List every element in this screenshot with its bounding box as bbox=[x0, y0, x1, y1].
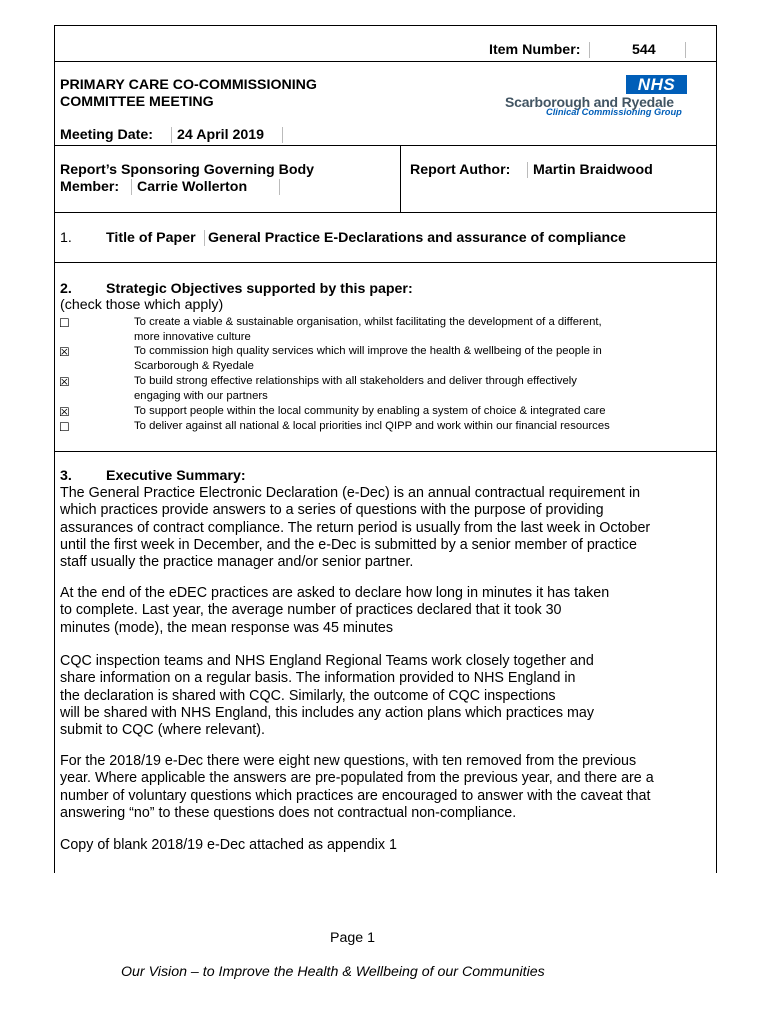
objective-checkbox-5[interactable]: ☐ bbox=[59, 420, 70, 434]
committee-title-line1: PRIMARY CARE CO-COMMISSIONING bbox=[60, 77, 317, 93]
field-marker bbox=[527, 162, 528, 178]
divider-sponsor bbox=[54, 212, 716, 213]
summary-heading: Executive Summary: bbox=[106, 468, 246, 484]
title-section-label: Title of Paper bbox=[106, 230, 196, 246]
objectives-number: 2. bbox=[60, 281, 72, 297]
meeting-date-value: 24 April 2019 bbox=[177, 127, 265, 143]
divider-item-number bbox=[54, 61, 716, 62]
objective-item-4: To support people within the local community by enabling a system of choice & integrated care bbox=[134, 405, 606, 417]
field-marker bbox=[589, 42, 590, 58]
objective-checkbox-3[interactable]: ☒ bbox=[59, 375, 70, 389]
objectives-heading: Strategic Objectives supported by this paper: bbox=[106, 281, 413, 297]
report-author-name: Martin Braidwood bbox=[533, 162, 653, 178]
divider-header bbox=[54, 145, 716, 146]
field-marker bbox=[685, 42, 686, 58]
objectives-instruction: (check those which apply) bbox=[60, 297, 224, 313]
item-number-value: 544 bbox=[632, 42, 656, 58]
divider-top bbox=[54, 25, 716, 26]
field-marker bbox=[282, 127, 283, 143]
sponsor-label-line2: Member: bbox=[60, 179, 120, 195]
item-number-label: Item Number: bbox=[489, 42, 581, 58]
summary-paragraph-2: At the end of the eDEC practices are asked to declare how long in minutes it has taken to complete. Last year, the average number of practices declared that it took 30 minutes (mode), the mean response was 45 minutes bbox=[60, 585, 610, 636]
field-marker bbox=[131, 179, 132, 195]
objective-checkbox-1[interactable]: ☐ bbox=[59, 316, 70, 330]
objective-checkbox-2[interactable]: ☒ bbox=[59, 345, 70, 359]
field-marker bbox=[279, 179, 280, 195]
objective-item-2: To commission high quality services which will improve the health & wellbeing of the people in Scarborough & Ryedale bbox=[134, 345, 602, 372]
objective-item-1: To create a viable & sustainable organisation, whilst facilitating the development of a different, more innovative culture bbox=[134, 316, 602, 343]
summary-paragraph-1: The General Practice Electronic Declaration (e-Dec) is an annual contractual requirement in which practices provide answers to a series of questions with the purpose of providing assurances of contract compliance. The return period is usually from the last week in October until the first week in December, and the e-Dec is submitted by a senior member of practice staff usually the practice manager and/or senior partner. bbox=[60, 485, 651, 571]
ccg-name: Scarborough and Ryedale bbox=[505, 94, 674, 110]
nhs-logo: NHS bbox=[626, 75, 687, 94]
objective-item-5: To deliver against all national & local priorities incl QIPP and work within our financial resources bbox=[134, 420, 610, 432]
report-author-label: Report Author: bbox=[410, 162, 511, 178]
committee-title-line2: COMMITTEE MEETING bbox=[60, 94, 214, 110]
objective-checkbox-4[interactable]: ☒ bbox=[59, 405, 70, 419]
divider-objectives bbox=[54, 451, 716, 452]
vision-statement: Our Vision – to Improve the Health & Wellbeing of our Communities bbox=[121, 964, 545, 980]
paper-title: General Practice E-Declarations and assurance of compliance bbox=[208, 230, 626, 246]
summary-paragraph-5: Copy of blank 2018/19 e-Dec attached as appendix 1 bbox=[60, 837, 398, 853]
ccg-subtitle: Clinical Commissioning Group bbox=[546, 107, 682, 117]
sponsor-label-line1: Report’s Sponsoring Governing Body bbox=[60, 162, 315, 178]
divider-sponsor-author bbox=[400, 145, 401, 212]
summary-paragraph-4: For the 2018/19 e-Dec there were eight new questions, with ten removed from the previous year. Where applicable the answers are pre-populated from the previous year, and there are a number of voluntary questions which practices are encouraged to answer with the caveat that answering “no” to these questions does not contractual non-compliance. bbox=[60, 753, 654, 821]
document-frame bbox=[54, 25, 717, 873]
title-section-number: 1. bbox=[60, 230, 72, 246]
meeting-date-label: Meeting Date: bbox=[60, 127, 154, 143]
summary-number: 3. bbox=[60, 468, 72, 484]
page-number: Page 1 bbox=[330, 930, 375, 946]
summary-paragraph-3: CQC inspection teams and NHS England Regional Teams work closely together and share information on a regular basis. The information provided to NHS England in the declaration is shared with CQC. Similarly, the outcome of CQC inspections will be shared with NHS England, this includes any action plans which practices may submit to CQC (where relevant). bbox=[60, 653, 595, 739]
objective-item-3: To build strong effective relationships with all stakeholders and deliver through effectively engaging with our partners bbox=[134, 375, 577, 402]
field-marker bbox=[171, 127, 172, 143]
sponsor-member-name: Carrie Wollerton bbox=[137, 179, 248, 195]
field-marker bbox=[204, 230, 205, 246]
divider-title bbox=[54, 262, 716, 263]
